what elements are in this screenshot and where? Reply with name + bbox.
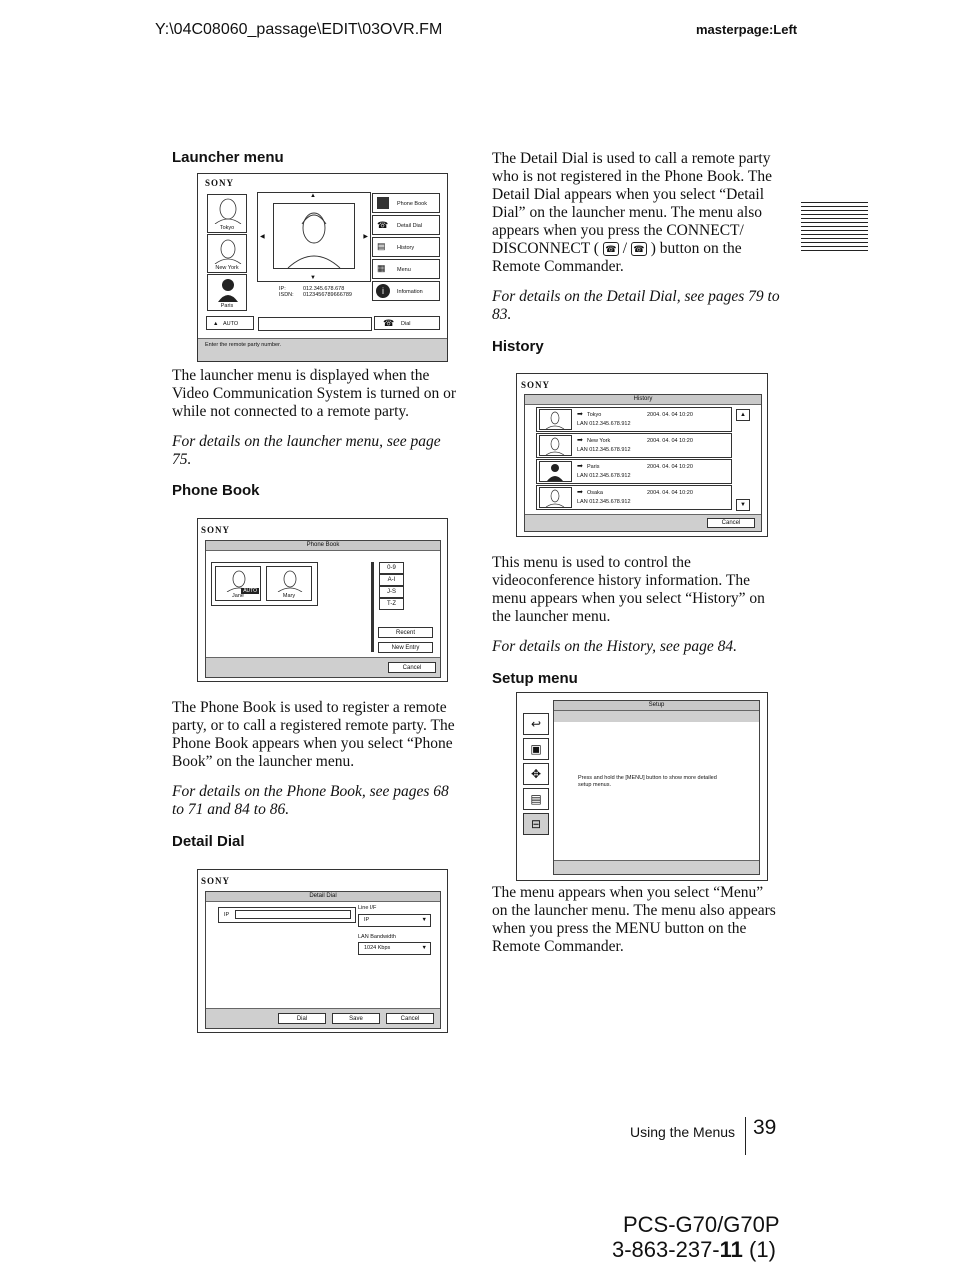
history-list [536, 407, 732, 511]
contact-name: Paris [220, 303, 234, 309]
history-icon: ▤ [377, 241, 386, 251]
history-date: 2004. 04. 04 10:20 [647, 438, 693, 444]
detaildial-screenshot [197, 869, 448, 1033]
line-if-select[interactable]: IP ▼ [358, 914, 431, 927]
camera-move-icon[interactable]: ✥ [523, 763, 549, 785]
detaildial-heading: Detail Dial [172, 833, 245, 850]
phonebook-entry[interactable] [266, 566, 312, 601]
ip-input[interactable] [235, 910, 351, 919]
history-name: New York [587, 438, 611, 444]
sony-logo: SONY [521, 380, 551, 390]
setup-message: Press and hold the [MENU] button to show more detailed setup menus. [578, 775, 717, 788]
user-card-icon[interactable]: ▣ [523, 738, 549, 760]
phonebook-paragraph: The Phone Book is used to register a remote party, or to call a registered remote party. The Phone Book appears when you select “Phone Book” on the launcher menu. [172, 699, 455, 770]
history-heading: History [492, 338, 544, 355]
auto-button[interactable]: ▲ AUTO [206, 316, 254, 330]
contact-tile[interactable] [207, 234, 247, 273]
history-name: Tokyo [587, 412, 602, 418]
page-number: 39 [753, 1116, 777, 1139]
call-arrow-icon: ➡ [577, 436, 583, 444]
call-arrow-icon: ➡ [577, 410, 583, 418]
model-number: PCS-G70/G70P [623, 1212, 780, 1237]
part-number: 3-863-237-11 (1) [612, 1237, 776, 1262]
history-date: 2004. 04. 04 10:20 [647, 464, 693, 470]
phone-book-icon [377, 197, 389, 209]
contact-tile[interactable] [207, 194, 247, 233]
phonebook-screenshot [197, 518, 448, 682]
phonebook-entry[interactable] [215, 566, 261, 601]
phone-icon: ☎ [383, 318, 395, 328]
number-input[interactable] [258, 317, 372, 331]
scroll-up-button[interactable]: ▲ [736, 409, 750, 421]
auto-badge: AUTO [243, 588, 257, 594]
silhouette-icon [539, 461, 572, 482]
history-reference: For details on the History, see page 84. [492, 638, 737, 655]
status-bar: Enter the remote party number. [198, 338, 447, 361]
connect-phone-icon: ☎ [603, 242, 619, 256]
sony-logo: SONY [201, 525, 231, 535]
chevron-down-icon: ▼ [421, 917, 427, 923]
history-screenshot [516, 373, 768, 537]
setup-paragraph: The menu appears when you select “Menu” on the launcher menu. The menu also appears when you press the MENU button on the Remote Commander. [492, 884, 776, 955]
history-date: 2004. 04. 04 10:20 [647, 490, 693, 496]
sony-logo: SONY [205, 178, 235, 188]
arrow-down-icon[interactable]: ▼ [310, 275, 316, 281]
launcher-paragraph: The launcher menu is displayed when the Video Communication System is turned on or while not connected to a remote party. [172, 367, 457, 420]
history-row[interactable] [536, 407, 732, 432]
phonebook-panel [205, 540, 441, 678]
detaildial-reference: For details on the Detail Dial, see pages 79 to 83. [492, 288, 780, 323]
detaildial-panel [205, 891, 441, 1029]
new-entry-button[interactable]: New Entry [378, 642, 433, 653]
history-name: Paris [587, 464, 600, 470]
arrow-right-icon[interactable]: ▶ [363, 234, 368, 240]
phone-icon: ☎ [377, 220, 389, 230]
history-address: LAN 012.345.678.912 [577, 447, 631, 453]
toolbox-icon[interactable]: ⊟ [523, 813, 549, 835]
launcher-reference: For details on the launcher menu, see page 75. [172, 433, 441, 468]
entry-name: Mary [282, 593, 296, 599]
history-paragraph: This menu is used to control the videoconference history information. The menu appears when you select “History” on the launcher menu. [492, 554, 765, 625]
portrait-icon [539, 487, 572, 508]
launcher-heading: Launcher menu [172, 149, 284, 166]
video-preview [257, 192, 371, 282]
cancel-button[interactable]: Cancel [707, 518, 755, 528]
entry-name: Jane [232, 593, 244, 599]
index-tab[interactable]: 0-9 [379, 562, 404, 574]
arrow-left-icon[interactable]: ◀ [260, 234, 265, 240]
menu-icon: ▦ [377, 263, 386, 273]
person-preview-icon [274, 204, 354, 268]
file-path: Y:\04C08060_passage\EDIT\03OVR.FM [155, 21, 443, 38]
line-if-label: Line I/F [358, 905, 377, 911]
section-tab-stripes [801, 202, 868, 254]
lan-bandwidth-label: LAN Bandwidth [358, 934, 396, 940]
scroll-down-button[interactable]: ▼ [736, 499, 750, 511]
history-row[interactable] [536, 433, 732, 458]
setup-subbar [554, 711, 759, 722]
portrait-icon [539, 409, 572, 430]
contact-tile[interactable] [207, 274, 247, 311]
cancel-button[interactable]: Cancel [386, 1013, 434, 1024]
info-icon: i [376, 284, 390, 298]
call-arrow-icon: ➡ [577, 462, 583, 470]
section-name: Using the Menus [630, 1124, 736, 1140]
history-address: LAN 012.345.678.912 [577, 421, 631, 427]
setup-screenshot [516, 692, 768, 881]
portrait-icon [539, 435, 572, 456]
phonebook-reference: For details on the Phone Book, see pages 68 to 71 and 84 to 86. [172, 783, 449, 818]
setup-heading: Setup menu [492, 670, 578, 687]
dial-button[interactable]: ☎ Dial [374, 316, 440, 330]
menu-detail-dial[interactable]: ☎ Detail Dial [372, 215, 440, 235]
panel-title: Detail Dial [206, 892, 440, 902]
ip-field[interactable]: IP [218, 907, 356, 923]
silhouette-icon [209, 276, 247, 302]
history-date: 2004. 04. 04 10:20 [647, 412, 693, 418]
phonebook-heading: Phone Book [172, 482, 260, 499]
contact-name: Tokyo [219, 225, 235, 231]
ip-label: IP: [279, 286, 286, 292]
footer-divider [745, 1117, 746, 1155]
chevron-down-icon: ▼ [421, 945, 427, 951]
isdn-label: ISDN: [279, 292, 294, 298]
device-card-icon[interactable]: ▤ [523, 788, 549, 810]
contact-name: New York [215, 265, 239, 271]
preview-inner [273, 203, 355, 269]
sony-logo: SONY [201, 876, 231, 886]
history-row[interactable] [536, 459, 732, 484]
history-name: Osaka [587, 490, 603, 496]
entry-grid [211, 562, 318, 606]
ip-value: 012.345.678.678 [303, 286, 345, 292]
panel-title: Phone Book [206, 541, 440, 551]
panel-title: Setup [554, 701, 759, 711]
history-row[interactable] [536, 485, 732, 510]
portrait-icon [209, 196, 247, 224]
menu-information[interactable]: i Infomation [372, 281, 440, 301]
isdn-value: 0123456789666789 [303, 292, 352, 298]
return-icon[interactable]: ↩ [523, 713, 549, 735]
panel-title: History [525, 395, 761, 405]
history-address: LAN 012.345.678.912 [577, 499, 631, 505]
lan-bandwidth-select[interactable]: 1024 Kbps ▼ [358, 942, 431, 955]
call-arrow-icon: ➡ [577, 488, 583, 496]
scrollbar[interactable] [371, 562, 374, 652]
panel-footer [554, 860, 759, 874]
history-panel [524, 394, 762, 532]
menu-menu[interactable]: ▦ Menu [372, 259, 440, 279]
arrow-up-icon[interactable]: ▲ [310, 193, 316, 199]
setup-panel [553, 700, 760, 875]
recent-button[interactable]: Recent [378, 627, 433, 638]
menu-history[interactable]: ▤ History [372, 237, 440, 257]
index-tab[interactable]: A-I [379, 574, 404, 586]
history-address: LAN 012.345.678.912 [577, 473, 631, 479]
panel-footer [525, 514, 761, 531]
launcher-screenshot [197, 173, 448, 362]
save-button[interactable]: Save [332, 1013, 380, 1024]
index-tab[interactable]: J-S [379, 586, 404, 598]
dial-button[interactable]: Dial [278, 1013, 326, 1024]
panel-footer [206, 657, 440, 677]
index-tab[interactable]: T-Z [379, 598, 404, 610]
disconnect-phone-icon: ☎ [631, 242, 647, 256]
masterpage-label: masterpage:Left [696, 22, 798, 37]
menu-phone-book[interactable]: Phone Book [372, 193, 440, 213]
portrait-icon [268, 568, 312, 592]
cancel-button[interactable]: Cancel [388, 662, 436, 673]
portrait-icon [209, 236, 247, 264]
detaildial-paragraph: The Detail Dial is used to call a remote party who is not registered in the Phone Book. The Detail Dial appears when you select “Detail Dial” on the launcher menu. The menu also appears when you press the CONNECT/ DISCONNECT ( ☎ / ☎ ) button on the Remote Commander. [492, 150, 772, 275]
panel-footer [206, 1008, 440, 1028]
